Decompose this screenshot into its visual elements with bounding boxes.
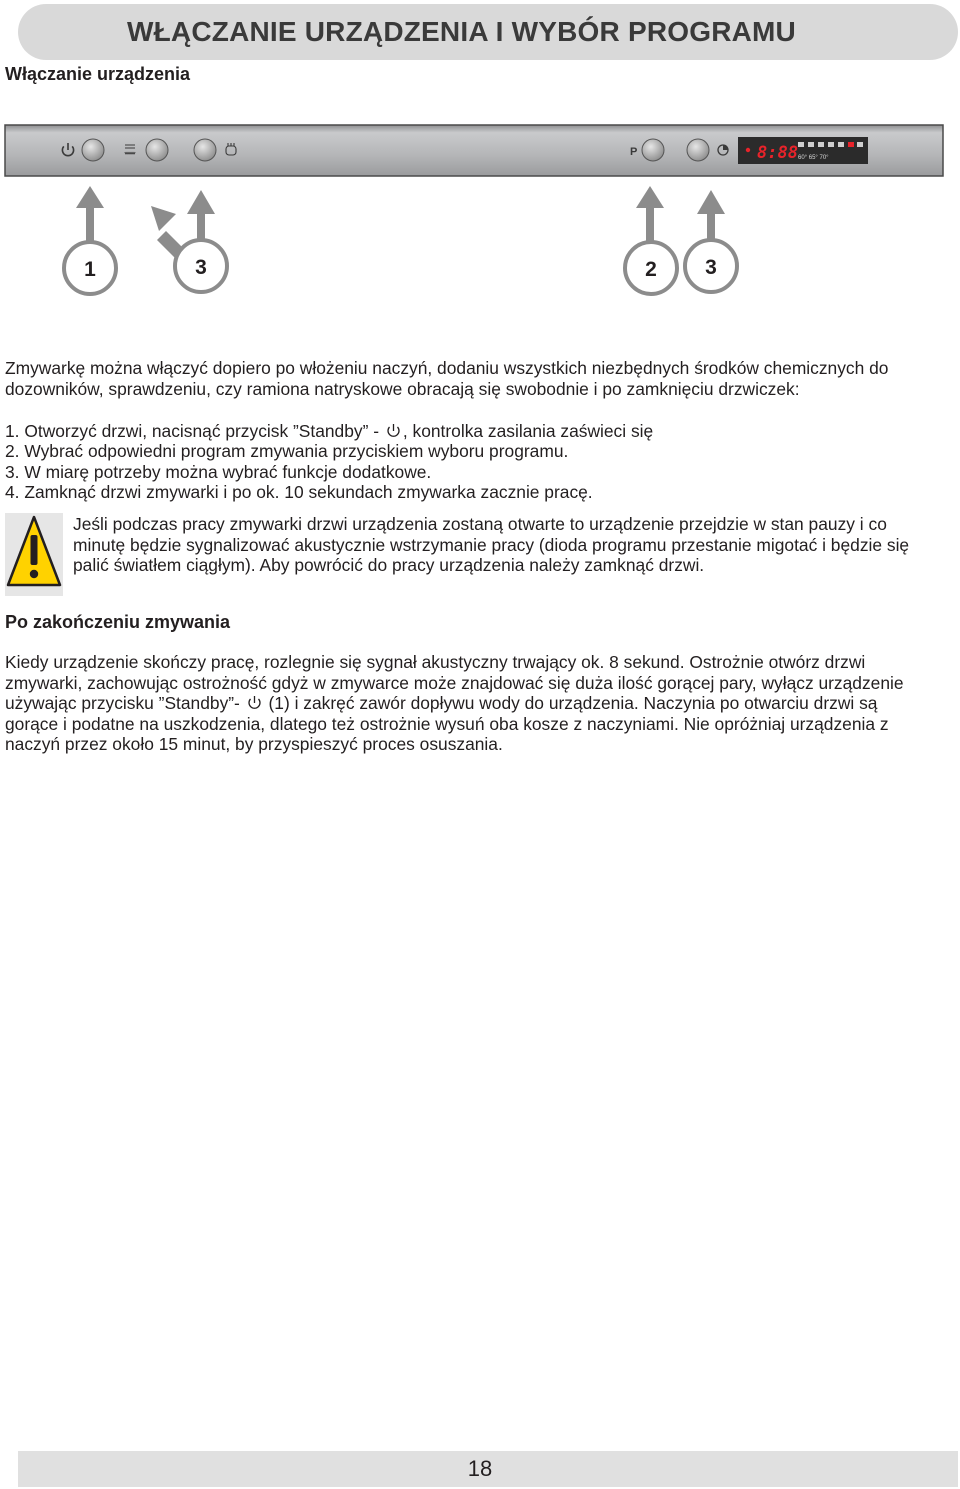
section-title-finish: Po zakończeniu zmywania bbox=[5, 612, 231, 632]
standby-icon bbox=[246, 694, 263, 711]
warning-triangle-icon bbox=[5, 513, 63, 596]
display-digits: 8:88 bbox=[757, 143, 798, 163]
callout-circles bbox=[64, 240, 737, 294]
step-4: 4. Zamknąć drzwi zmywarki i po ok. 10 sekundach zmywarka zacznie pracę. bbox=[5, 481, 593, 502]
callout-3-left: 3 bbox=[195, 256, 207, 279]
warning-text: Jeśli podczas pracy zmywarki drzwi urządzenia zostaną otwarte to urządzenie przejdzie w stan pauzy i co minutę będzie sygnalizować akustycznie wstrzymanie pracy (dioda programu przestanie migotać i będzie się palić światłem ciągłym). Aby powrócić do pracy urządzenia należy zamknąć drzwi. bbox=[73, 514, 910, 575]
control-panel-illustration bbox=[0, 118, 960, 308]
section-title-on: Włączanie urządzenia bbox=[5, 64, 191, 84]
callout-3-right: 3 bbox=[705, 256, 717, 279]
intro-paragraph: Zmywarkę można włączyć dopiero po włożeniu naczyń, dodaniu wszystkich niezbędnych środków chemicznych do dozowników, sprawdzeniu, czy ramiona natryskowe obracają się swobodnie i po zamknięciu drzwiczek: bbox=[5, 358, 889, 399]
standby-icon bbox=[385, 422, 402, 439]
step-3: 3. W miarę potrzeby można wybrać funkcje dodatkowe. bbox=[5, 461, 432, 482]
steps-list bbox=[5, 421, 653, 502]
display-temps: 60° 65° 70° bbox=[798, 155, 829, 161]
delay-button bbox=[687, 139, 709, 161]
option-button-1 bbox=[146, 139, 168, 161]
standby-button bbox=[82, 139, 104, 161]
page-title: WŁĄCZANIE URZĄDZENIA I WYBÓR PROGRAMU bbox=[127, 16, 796, 47]
callout-1: 1 bbox=[84, 258, 96, 281]
finish-paragraph: Kiedy urządzenie skończy pracę, rozlegnie się sygnał akustyczny trwający ok. 8 sekund. Ostrożnie otwórz drzwi zmywarki, zachowując ostrożność gdyż w zmywarce może znajdować się duża ilość gorącej pary, wyłącz urządzenie używając przycisku ”Standby”- (1) i zakręć zawór dopływu wody do urządzenia. Naczynia po otwarciu drzwi są gorące i podatne na uszkodzenia, dlatego też ostrożnie wysuń oba kosze z naczyniami. Nie opróżniaj urządzenia z naczyń przez około 15 minut, by przyspieszyć proces osuszania. bbox=[5, 652, 904, 755]
program-key-label: P bbox=[630, 146, 638, 158]
page-number: 18 bbox=[467, 1456, 493, 1481]
option-button-2 bbox=[194, 139, 216, 161]
step-1: 1. Otworzyć drzwi, nacisnąć przycisk ”Standby” - , kontrolka zasilania zaświeci się bbox=[5, 421, 654, 441]
step-2: 2. Wybrać odpowiedni program zmywania przyciskiem wyboru programu. bbox=[5, 441, 569, 462]
program-button bbox=[642, 139, 664, 161]
callout-2: 2 bbox=[645, 258, 657, 281]
